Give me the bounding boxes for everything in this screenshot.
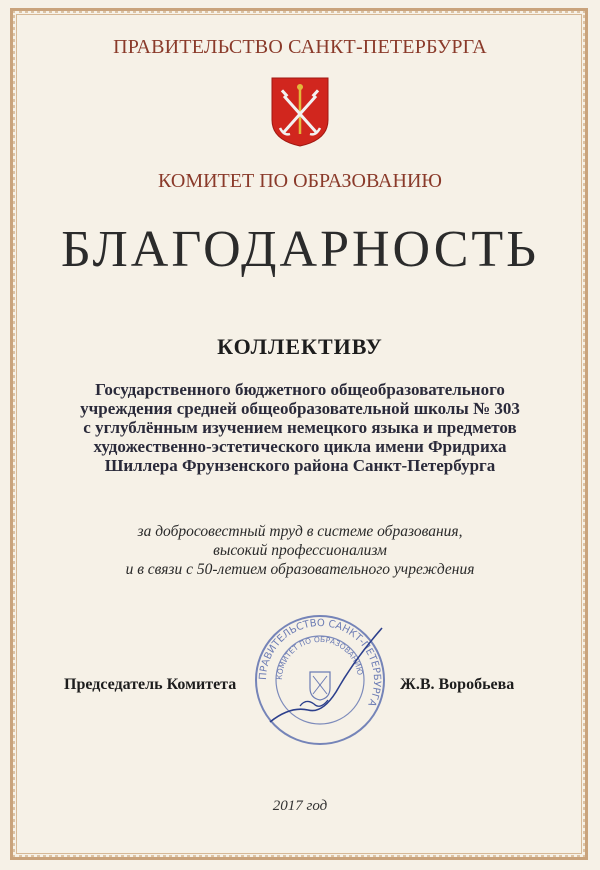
signatory-name: Ж.В. Воробьева xyxy=(400,676,515,693)
institution-line: с углублённым изучением немецкого языка и предметов xyxy=(83,418,517,437)
recipient-heading: КОЛЛЕКТИВУ xyxy=(217,334,383,359)
issue-year: 2017 год xyxy=(272,798,328,814)
institution-name xyxy=(60,380,540,475)
svg-text:КОМИТЕТ ПО ОБРАЗОВАНИЮ: КОМИТЕТ ПО ОБРАЗОВАНИЮ xyxy=(274,634,365,681)
reason-line: за добросовестный труд в системе образования, xyxy=(137,523,463,540)
institution-line: художественно-эстетического цикла имени Фридриха xyxy=(93,437,507,456)
svg-text:ПРАВИТЕЛЬСТВО САНКТ-ПЕТЕРБУРГА: ПРАВИТЕЛЬСТВО САНКТ-ПЕТЕРБУРГА xyxy=(257,617,383,709)
reason-line: и в связи с 50-летием образовательного учреждения xyxy=(125,561,475,578)
signatory-role: Председатель Комитета xyxy=(64,676,237,693)
award-reason xyxy=(60,522,540,579)
government-heading: ПРАВИТЕЛЬСТВО САНКТ-ПЕТЕРБУРГА xyxy=(113,36,487,58)
committee-heading: КОМИТЕТ ПО ОБРАЗОВАНИЮ xyxy=(158,170,442,192)
institution-line: учреждения средней общеобразовательной школы № 303 xyxy=(80,399,520,418)
reason-line: высокий профессионализм xyxy=(213,542,387,559)
document-title: БЛАГОДАРНОСТЬ xyxy=(60,221,540,278)
official-seal-stamp-icon xyxy=(250,610,390,750)
institution-line: Шиллера Фрунзенского района Санкт-Петербурга xyxy=(104,456,496,475)
institution-line: Государственного бюджетного общеобразовательного xyxy=(95,380,505,399)
st-petersburg-coat-of-arms-icon xyxy=(270,76,330,148)
